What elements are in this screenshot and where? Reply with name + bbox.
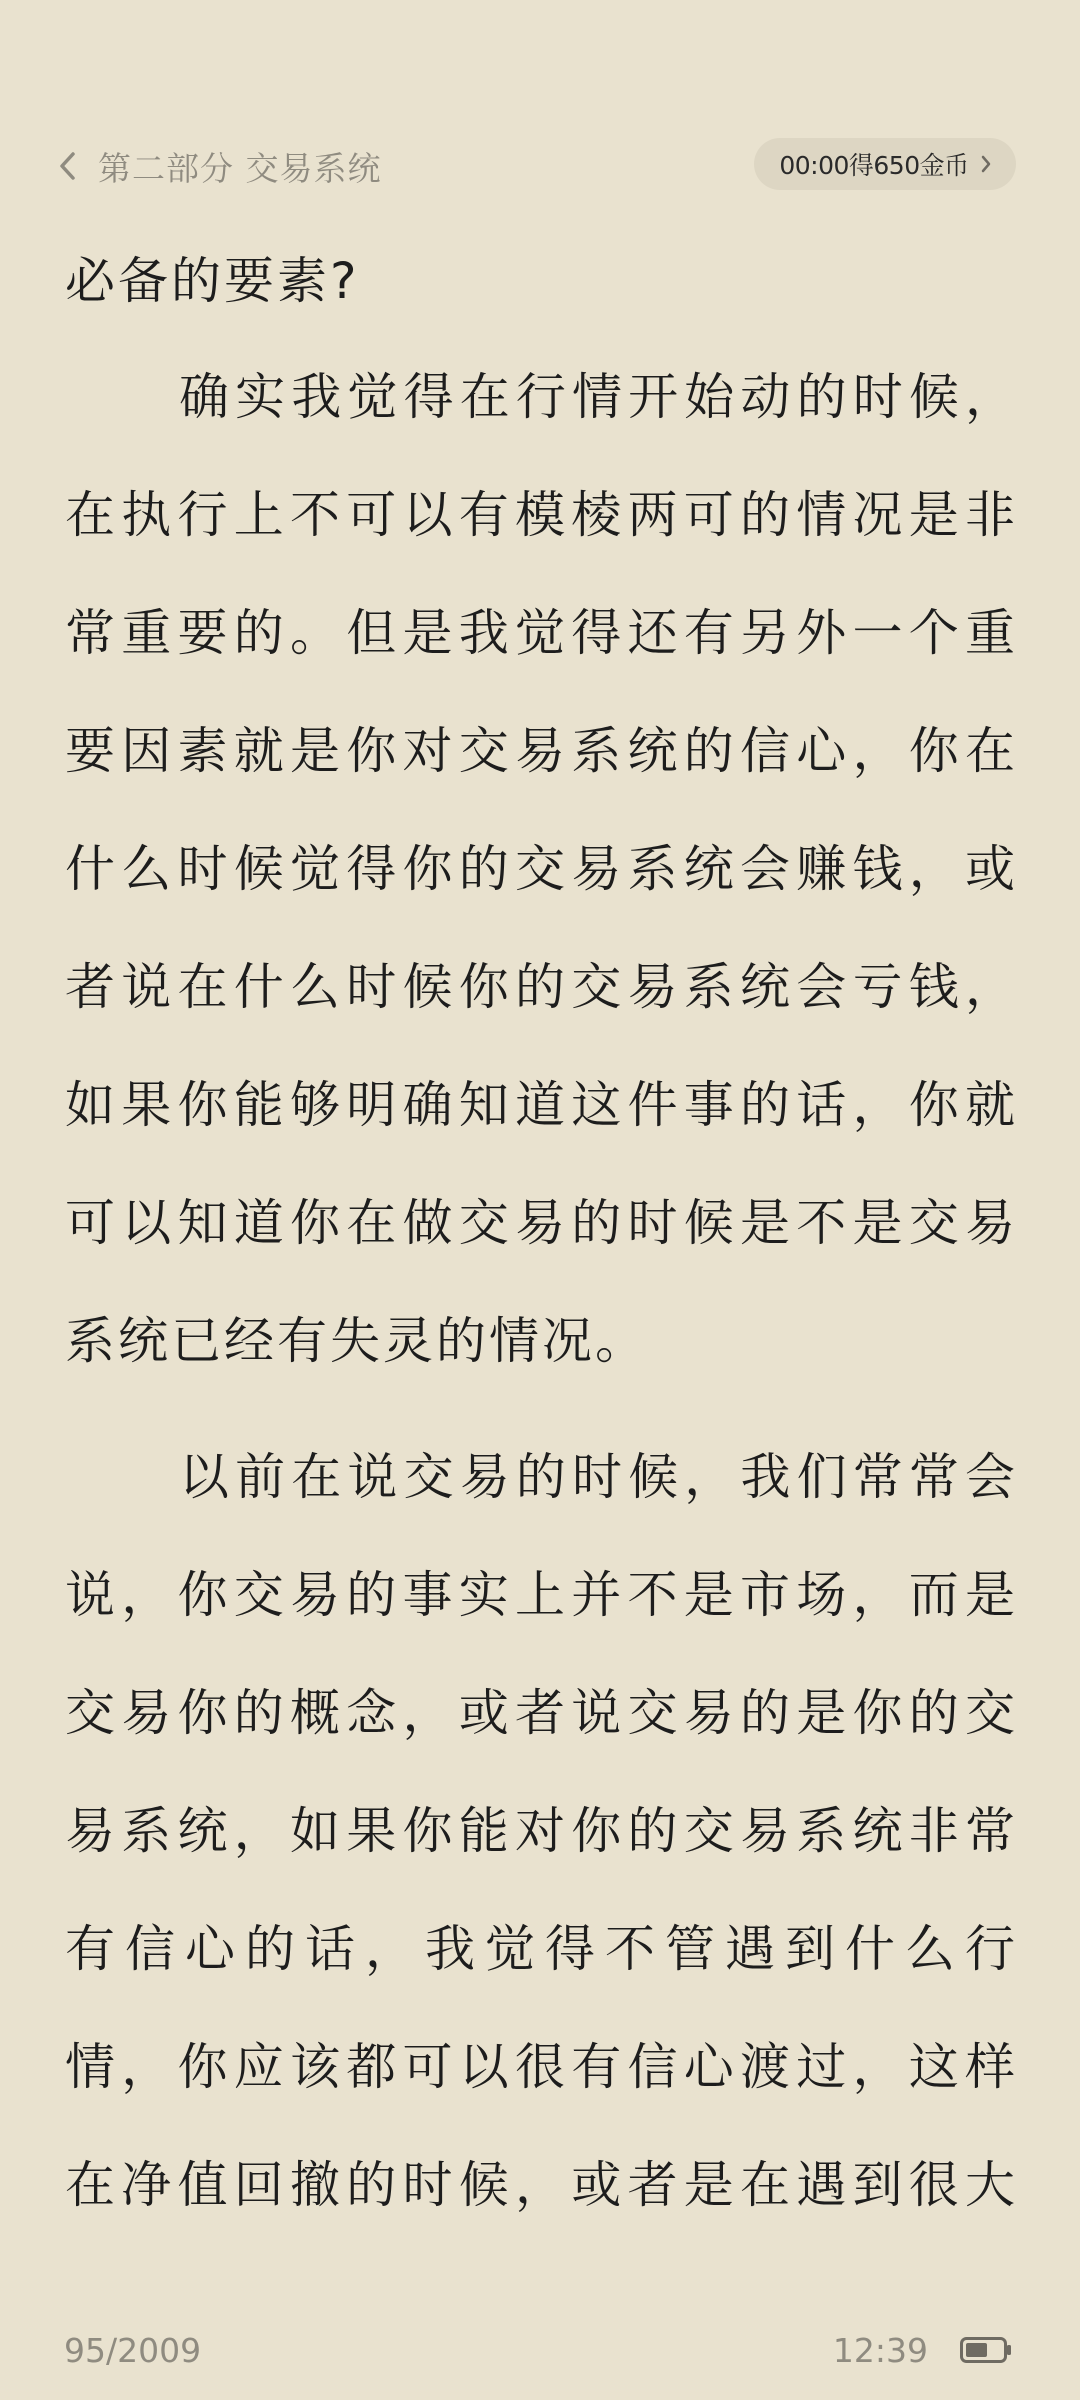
clock: 12:39 <box>832 2331 928 2370</box>
text-line: 者说在什么时候你的交易系统会亏钱， <box>65 958 1015 1016</box>
text-line: 必备的要素? <box>65 252 360 310</box>
back-button[interactable] <box>58 136 382 196</box>
text-line: 系统已经有失灵的情况。 <box>65 1312 648 1370</box>
text-line: 可以知道你在做交易的时候是不是交易 <box>65 1194 1015 1252</box>
chevron-right-icon <box>981 155 991 173</box>
page-counter: 95/2009 <box>64 2331 202 2370</box>
text-line: 常重要的。但是我觉得还有另外一个重 <box>65 604 1015 662</box>
text-line: 交易你的概念，或者说交易的是你的交 <box>65 1684 1015 1742</box>
text-line: 在净值回撤的时候，或者是在遇到很大 <box>65 2156 1015 2214</box>
text-line: 什么时候觉得你的交易系统会赚钱，或 <box>65 840 1015 898</box>
chapter-title: 第二部分 交易系统 <box>98 148 382 188</box>
text-line: 有信心的话，我觉得不管遇到什么行 <box>65 1920 1015 1978</box>
text-line: 如果你能够明确知道这件事的话，你就 <box>65 1076 1015 1134</box>
text-line: 情，你应该都可以很有信心渡过，这样 <box>65 2038 1015 2096</box>
text-line: 说，你交易的事实上并不是市场，而是 <box>65 1566 1015 1624</box>
text-line: 在执行上不可以有模棱两可的情况是非 <box>65 486 1015 544</box>
text-line: 易系统，如果你能对你的交易系统非常 <box>65 1802 1015 1860</box>
reward-timer-button[interactable] <box>754 138 1016 190</box>
text-line: 确实我觉得在行情开始动的时候， <box>179 368 1015 426</box>
reader-footer <box>0 2326 1080 2376</box>
battery-icon <box>960 2337 1012 2363</box>
reward-timer-text: 00:00得650金币 <box>779 151 969 180</box>
top-bar <box>0 136 1080 196</box>
chevron-left-icon <box>58 150 78 182</box>
text-line: 要因素就是你对交易系统的信心，你在 <box>65 722 1015 780</box>
text-line: 以前在说交易的时候，我们常常会 <box>179 1448 1015 1506</box>
